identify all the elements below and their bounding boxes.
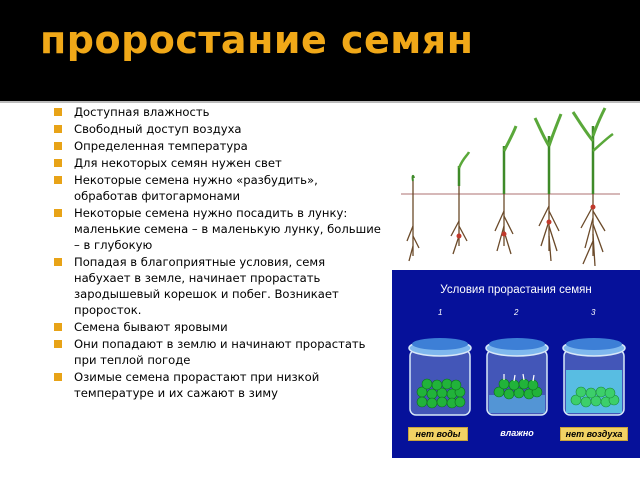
bullet-item — [54, 369, 384, 401]
slide-title: проростание семян — [40, 18, 474, 62]
bullet-item — [54, 172, 384, 204]
bullet-text: Для некоторых семян нужен свет — [74, 156, 282, 170]
bullet-text: Некоторые семена нужно посадить в лунку: маленькие семена – в маленькую лунку, большие – в глубокую — [74, 206, 381, 252]
bullet-text: Определенная температура — [74, 139, 248, 153]
jar-number-1: 1 — [438, 308, 443, 317]
seedling-stage-2 — [451, 152, 469, 254]
bullet-square-icon — [54, 125, 62, 133]
bullet-square-icon — [54, 340, 62, 348]
bullet-text: Свободный доступ воздуха — [74, 122, 242, 136]
label-no-air: нет воздуха — [560, 427, 628, 441]
bullet-square-icon — [54, 108, 62, 116]
bullet-square-icon — [54, 258, 62, 266]
bullet-item — [54, 121, 384, 137]
jar-number-3: 3 — [591, 308, 596, 317]
bullet-item — [54, 254, 384, 318]
seedling-stage-4 — [535, 114, 561, 261]
jar-no-air — [563, 338, 625, 415]
bullet-item — [54, 138, 384, 154]
seedling-stage-1 — [407, 176, 419, 261]
bullet-item — [54, 205, 384, 253]
bullet-item — [54, 155, 384, 171]
jar-moist — [486, 338, 548, 415]
jar-no-water — [409, 338, 471, 415]
seedling-stages-illustration — [401, 106, 620, 276]
bullet-text: Озимые семена прорастают при низкой температуре и их сажают в зиму — [74, 370, 320, 400]
bullet-square-icon — [54, 159, 62, 167]
bullet-text: Доступная влажность — [74, 105, 210, 119]
title-bar — [0, 0, 640, 100]
bullet-square-icon — [54, 373, 62, 381]
label-no-water: нет воды — [408, 427, 468, 441]
bullet-text: Попадая в благоприятные условия, семя набухает в земле, начинает прорастать зародышевый корешок и побег. Возникает проросток. — [74, 255, 339, 317]
jar-number-2: 2 — [514, 308, 519, 317]
bullet-text: Некоторые семена нужно «разбудить», обработав фитогармонами — [74, 173, 318, 203]
bullet-item — [54, 104, 384, 120]
germination-conditions-panel — [392, 270, 640, 458]
bullet-square-icon — [54, 176, 62, 184]
bullet-square-icon — [54, 142, 62, 150]
bullet-item — [54, 319, 384, 335]
bullet-square-icon — [54, 323, 62, 331]
panel-title: Условия прорастания семян — [440, 284, 592, 296]
bullet-square-icon — [54, 209, 62, 217]
bullet-text: Они попадают в землю и начинают прорастать при теплой погоде — [74, 337, 366, 367]
seedling-stage-3 — [495, 126, 516, 254]
label-moist: влажно — [500, 428, 534, 438]
bullet-text: Семена бывают яровыми — [74, 320, 228, 334]
bullet-item — [54, 336, 384, 368]
seedling-stage-5 — [573, 108, 613, 266]
bullet-list — [54, 104, 384, 402]
